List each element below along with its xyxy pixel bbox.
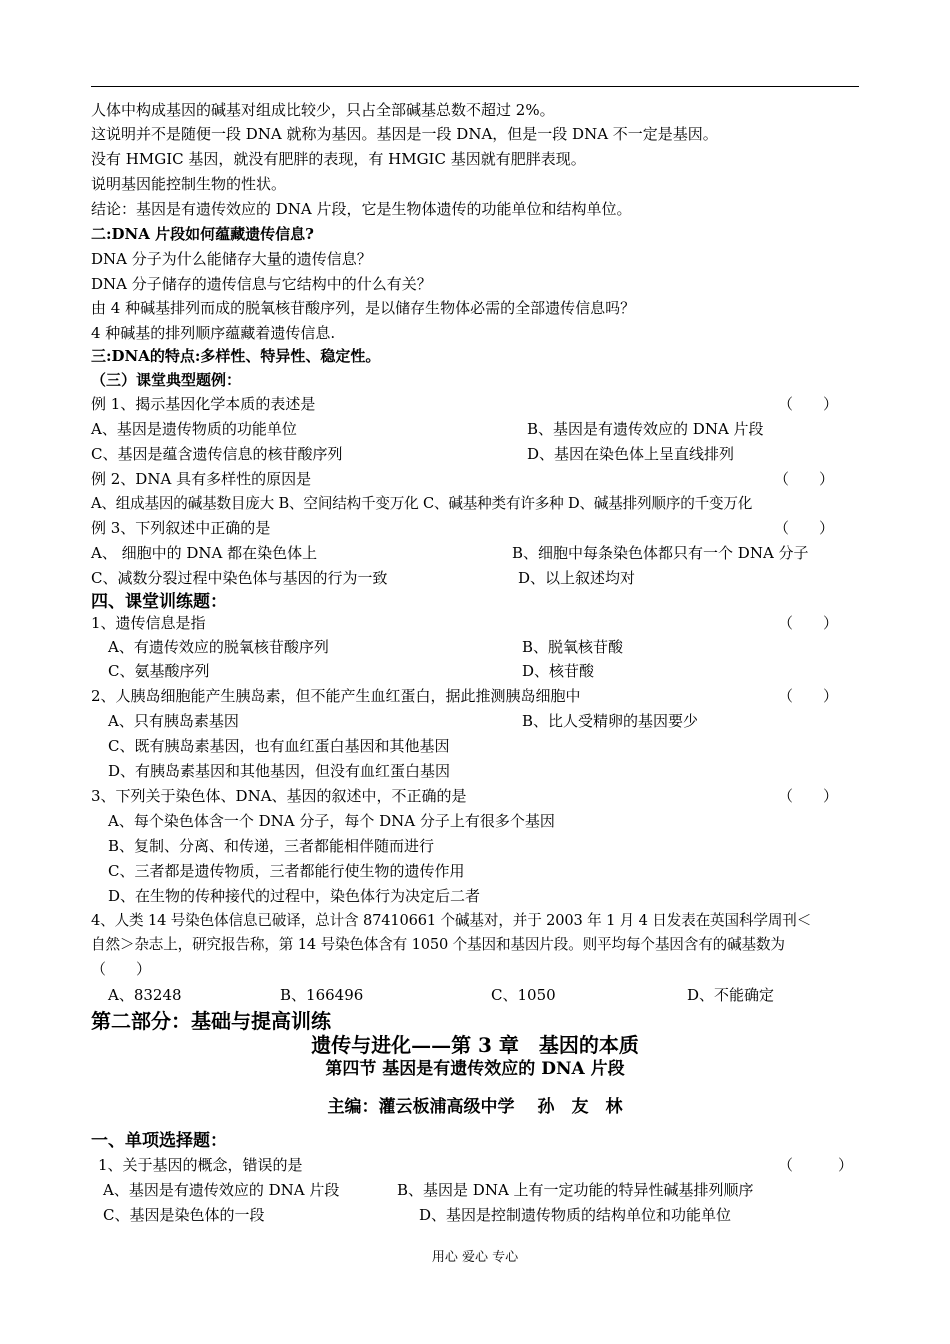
- option-b: B、比人受精卵的基因要少: [522, 712, 699, 730]
- option-a: A、有遗传效应的脱氧核苷酸序列: [108, 638, 329, 656]
- part-heading: 第二部分：基础与提高训练: [91, 1009, 331, 1033]
- option-d: D、在生物的传种接代的过程中，染色体行为决定后二者: [108, 887, 481, 905]
- option-d: D、以上叙述均对: [518, 569, 636, 587]
- answer-parentheses: （ ）: [778, 787, 839, 805]
- text-line: DNA 分子为什么能储存大量的遗传信息？: [91, 250, 372, 268]
- answer-parentheses: （ ）: [778, 395, 839, 413]
- question-text: 1、遗传信息是指: [91, 614, 206, 632]
- text-line: 人体中构成基因的碱基对组成比较少，只占全部碱基总数不超过 2%。: [91, 101, 555, 119]
- option-c: C、基因是染色体的一段: [103, 1206, 265, 1224]
- editor-line: 主编：灌云板浦高级中学 孙 友 林: [327, 1097, 623, 1117]
- answer-parentheses: （ ）: [91, 960, 152, 978]
- question-text: 2、人胰岛细胞能产生胰岛素，但不能产生血红蛋白，据此推测胰岛细胞中: [91, 687, 581, 705]
- answer-parentheses: （ ）: [778, 614, 839, 632]
- header-rule: [91, 86, 859, 87]
- page-footer: 用心 爱心 专心: [431, 1250, 519, 1265]
- option-a: A、 细胞中的 DNA 都在染色体上: [91, 544, 318, 562]
- text-line: 说明基因能控制生物的性状。: [91, 175, 287, 193]
- text-line: DNA 分子储存的遗传信息与它结构中的什么有关？: [91, 275, 432, 293]
- option-d: D、核苷酸: [522, 662, 595, 680]
- question-text: 3、下列关于染色体、DNA、基因的叙述中，不正确的是: [91, 787, 467, 805]
- option-c: C、1050: [491, 986, 556, 1004]
- answer-parentheses: （ ）: [774, 519, 835, 537]
- option-d: D、不能确定: [687, 986, 775, 1004]
- section-heading: 四、课堂训练题：: [91, 592, 227, 612]
- text-line: 这说明并不是随便一段 DNA 就称为基因。基因是一段 DNA，但是一段 DNA 不一定是基因。: [91, 125, 718, 143]
- section-heading: 二:DNA 片段如何蕴藏遗传信息?: [91, 225, 314, 243]
- option-b: B、复制、分离、和传递，三者都能相伴随而进行: [108, 837, 435, 855]
- option-c: C、三者都是遗传物质，三者都能行使生物的遗传作用: [108, 862, 465, 880]
- option-a: A、83248: [108, 986, 182, 1004]
- question-text: 例 2、DNA 具有多样性的原因是: [91, 470, 312, 488]
- text-line: 4 种碱基的排列顺序蕴藏着遗传信息.: [91, 324, 336, 342]
- section-heading: 三:DNA的特点:多样性、特异性、稳定性。: [91, 347, 381, 365]
- answer-parentheses: （ ）: [778, 1156, 854, 1174]
- option-b: B、基因是有遗传效应的 DNA 片段: [527, 420, 764, 438]
- question-text: 4、人类 14 号染色体信息已破译，总计含 87410661 个碱基对，并于 2003 年 1 月 4 日发表在英国科学周刊＜: [91, 912, 812, 929]
- answer-parentheses: （ ）: [778, 687, 839, 705]
- option-c: C、减数分裂过程中染色体与基因的行为一致: [91, 569, 388, 587]
- text-line: 没有 HMGIC 基因，就没有肥胖的表现，有 HMGIC 基因就有肥胖表现。: [91, 150, 586, 168]
- option-a: A、只有胰岛素基因: [108, 712, 239, 730]
- option-b: B、基因是 DNA 上有一定功能的特异性碱基排列顺序: [397, 1181, 754, 1199]
- option-a: A、基因是遗传物质的功能单位: [91, 420, 297, 438]
- section-heading: 一、单项选择题：: [91, 1131, 227, 1151]
- text-line: 结论：基因是有遗传效应的 DNA 片段，它是生物体遗传的功能单位和结构单位。: [91, 200, 632, 218]
- option-b: B、166496: [280, 986, 364, 1004]
- text-line: 由 4 种碱基排列而成的脱氧核苷酸序列，是以储存生物体必需的全部遗传信息吗？: [91, 299, 636, 317]
- question-text: 例 1、揭示基因化学本质的表述是: [91, 395, 316, 413]
- option-d: D、基因是控制遗传物质的结构单位和功能单位: [419, 1206, 732, 1224]
- option-d: D、有胰岛素基因和其他基因，但没有血红蛋白基因: [108, 762, 451, 780]
- section-title: 第四节 基因是有遗传效应的 DNA 片段: [325, 1059, 625, 1079]
- option-c: C、基因是蕴含遗传信息的核苷酸序列: [91, 445, 343, 463]
- chapter-title: 遗传与进化——第 3 章 基因的本质: [311, 1033, 639, 1057]
- option-c: C、氨基酸序列: [108, 662, 210, 680]
- question-text: 自然＞杂志上，研究报告称，第 14 号染色体含有 1050 个基因和基因片段。则平均每个基因含有的碱基数为: [91, 936, 785, 953]
- question-text: 1、关于基因的概念，错误的是: [98, 1156, 303, 1174]
- question-text: 例 3、下列叙述中正确的是: [91, 519, 271, 537]
- option-b: B、细胞中每条染色体都只有一个 DNA 分子: [512, 544, 809, 562]
- answer-parentheses: （ ）: [774, 470, 835, 488]
- option-a: A、每个染色体含一个 DNA 分子，每个 DNA 分子上有很多个基因: [108, 812, 555, 830]
- option-d: D、基因在染色体上呈直线排列: [527, 445, 735, 463]
- option-c: C、既有胰岛素基因，也有血红蛋白基因和其他基因: [108, 737, 450, 755]
- section-heading: （三）课堂典型题例：: [91, 371, 242, 389]
- option-line: A、组成基因的碱基数目庞大 B、空间结构千变万化 C、碱基种类有许多种 D、碱基排列顺序的千变万化: [91, 495, 753, 512]
- option-b: B、脱氧核苷酸: [522, 638, 624, 656]
- option-a: A、基因是有遗传效应的 DNA 片段: [103, 1181, 340, 1199]
